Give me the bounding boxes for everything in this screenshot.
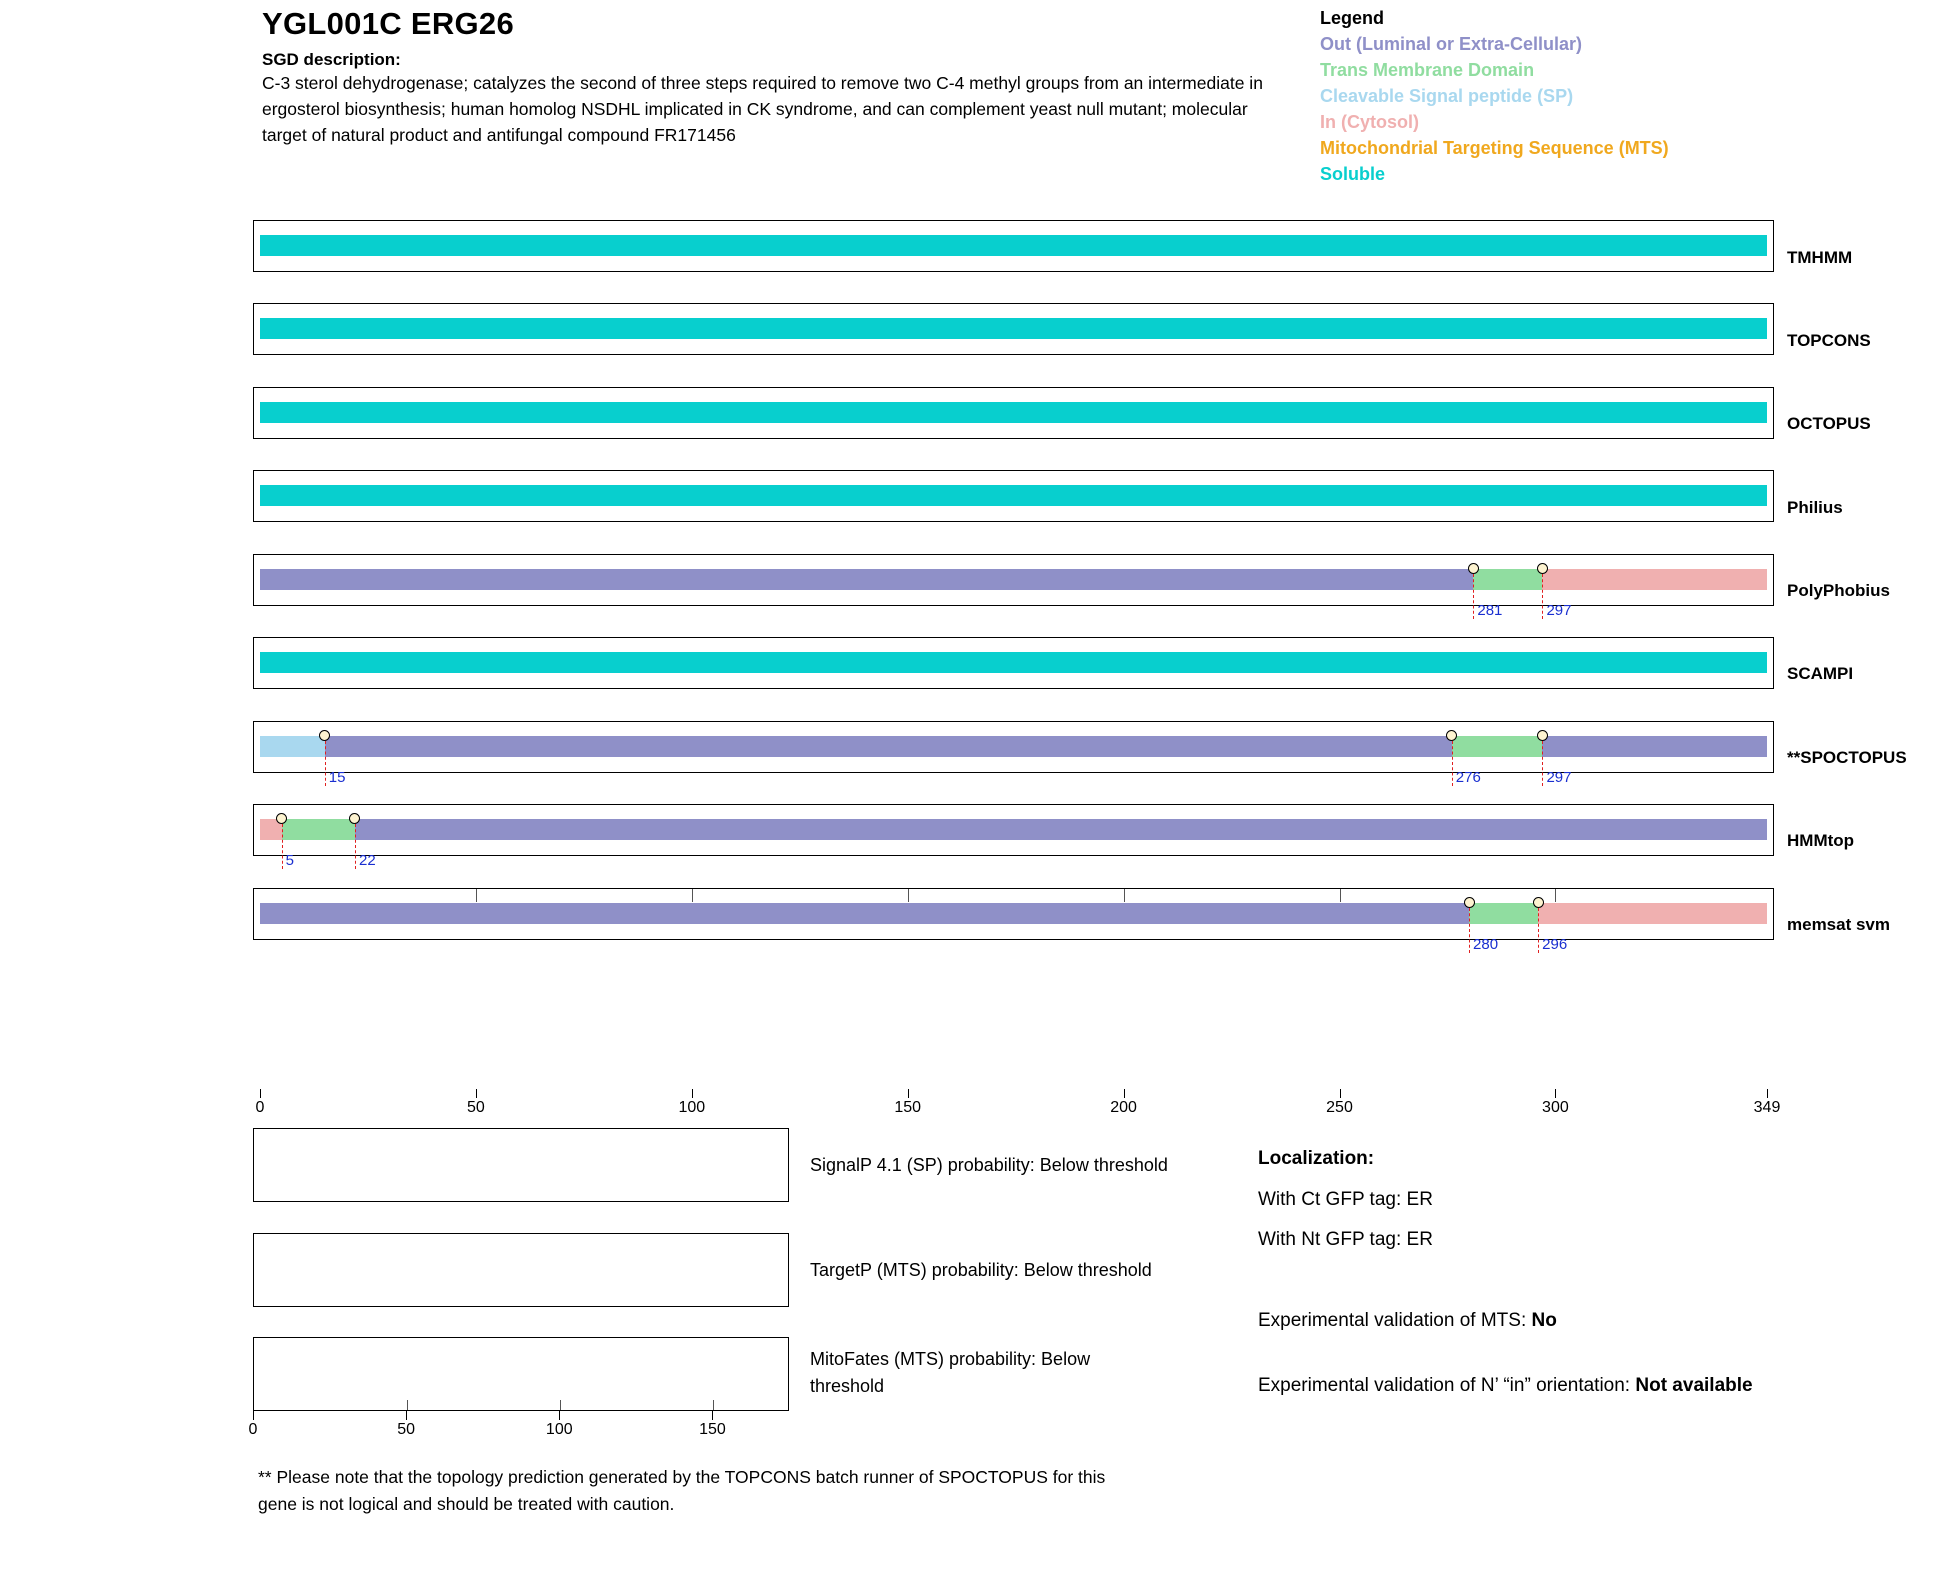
marker-dot-297 xyxy=(1537,563,1548,574)
marker-label-5: 5 xyxy=(285,852,294,869)
axis-tick xyxy=(1767,1089,1768,1098)
axis-tick-label: 150 xyxy=(894,1099,922,1116)
page-title: YGL001C ERG26 xyxy=(262,6,515,41)
axis-tick xyxy=(260,1089,261,1098)
mitofates-axis-tick xyxy=(253,1411,254,1420)
segment-tm xyxy=(1469,903,1538,924)
axis-tick xyxy=(908,1089,909,1098)
marker-line-15 xyxy=(325,741,326,786)
marker-dot-280 xyxy=(1464,897,1475,908)
legend xyxy=(1320,5,1880,187)
segment-soluble xyxy=(260,235,1767,256)
targetp-plot-box xyxy=(253,1233,789,1307)
legend-item-mts: Mitochondrial Targeting Sequence (MTS) xyxy=(1320,138,1669,158)
segment-out xyxy=(260,569,1473,590)
segment-tm xyxy=(282,819,355,840)
axis-tick-label: 100 xyxy=(678,1099,706,1116)
axis-tick xyxy=(1340,1089,1341,1098)
mts-validation xyxy=(1258,1307,1878,1335)
mitofates-axis-tick xyxy=(712,1411,713,1420)
mts-validation-value: No xyxy=(1531,1310,1557,1331)
marker-label-297: 297 xyxy=(1546,602,1572,619)
axis-tick xyxy=(1124,1089,1125,1098)
segment-out xyxy=(355,819,1767,840)
marker-label-22: 22 xyxy=(358,852,376,869)
mitofates-inner-tick xyxy=(560,1400,561,1410)
track-label-PolyPhobius: PolyPhobius xyxy=(1787,581,1890,600)
marker-label-15: 15 xyxy=(328,769,346,786)
marker-line-5 xyxy=(282,824,283,869)
track-label-TOPCONS: TOPCONS xyxy=(1787,331,1871,350)
track-label-OCTOPUS: OCTOPUS xyxy=(1787,414,1871,433)
marker-label-281: 281 xyxy=(1477,602,1503,619)
marker-line-281 xyxy=(1473,574,1474,619)
marker-label-276: 276 xyxy=(1455,769,1481,786)
segment-soluble xyxy=(260,652,1767,673)
mitofates-caption: MitoFates (MTS) probability: Below threshold xyxy=(810,1349,1091,1396)
axis-tick-label: 300 xyxy=(1542,1099,1569,1116)
localization-nt-gfp: With Nt GFP tag: ER xyxy=(1258,1229,1433,1250)
marker-line-296 xyxy=(1538,908,1539,953)
track-bar-TOPCONS xyxy=(260,318,1767,339)
track-bar-TMHMM xyxy=(260,235,1767,256)
track-label-memsat-svm: memsat svm xyxy=(1787,915,1891,934)
marker-dot-296 xyxy=(1533,897,1544,908)
marker-dot-281 xyxy=(1468,563,1479,574)
segment-tm xyxy=(1452,736,1543,757)
axis-tick-label: 349 xyxy=(1753,1099,1781,1116)
axis-tick xyxy=(1555,1089,1556,1098)
legend-title: Legend xyxy=(1320,8,1385,28)
signalp-plot-box xyxy=(253,1128,789,1202)
mitofates-plot-box xyxy=(253,1337,789,1411)
legend-item-sp: Cleavable Signal peptide (SP) xyxy=(1320,86,1574,106)
axis-tick xyxy=(476,1089,477,1098)
track-label-TMHMM: TMHMM xyxy=(1787,248,1853,267)
marker-line-22 xyxy=(355,824,356,869)
sgd-description-label: SGD description: xyxy=(262,50,401,69)
orientation-validation-label: Experimental validation of N’ “in” orientation: xyxy=(1258,1375,1636,1396)
axis-tick xyxy=(692,1089,693,1098)
mitofates-axis-tick-label: 100 xyxy=(545,1421,573,1438)
track-bar-SCAMPI xyxy=(260,652,1767,673)
track-bar-HMMtop xyxy=(260,819,1767,840)
segment-in xyxy=(1538,903,1767,924)
marker-dot-297 xyxy=(1537,730,1548,741)
memsat-inner-tick xyxy=(476,889,477,902)
track-label-SPOCTOPUS: **SPOCTOPUS xyxy=(1787,748,1907,767)
legend-item-tm: Trans Membrane Domain xyxy=(1320,60,1535,80)
legend-item-soluble: Soluble xyxy=(1320,164,1386,184)
segment-in xyxy=(1542,569,1767,590)
segment-soluble xyxy=(260,318,1767,339)
marker-line-297 xyxy=(1542,574,1543,619)
marker-label-296: 296 xyxy=(1542,936,1568,953)
memsat-inner-tick xyxy=(1340,889,1341,902)
segment-soluble xyxy=(260,402,1767,423)
memsat-inner-tick xyxy=(1555,889,1556,902)
legend-item-in: In (Cytosol) xyxy=(1320,112,1419,132)
marker-line-276 xyxy=(1452,741,1453,786)
segment-out xyxy=(325,736,1452,757)
marker-line-297 xyxy=(1542,741,1543,786)
mitofates-axis-tick xyxy=(406,1411,407,1420)
track-bar-Philius xyxy=(260,485,1767,506)
mts-validation-label: Experimental validation of MTS: xyxy=(1258,1310,1532,1331)
legend-item-out: Out (Luminal or Extra-Cellular) xyxy=(1320,34,1583,54)
memsat-inner-tick xyxy=(692,889,693,902)
segment-out xyxy=(260,903,1469,924)
axis-tick-label: 0 xyxy=(255,1099,265,1116)
localization-heading: Localization: xyxy=(1258,1148,1375,1169)
protein-axis xyxy=(255,1089,1781,1119)
marker-label-297: 297 xyxy=(1546,769,1572,786)
axis-tick-label: 200 xyxy=(1110,1099,1137,1116)
orientation-validation-value: Not available xyxy=(1635,1375,1753,1396)
mitofates-axis-tick-label: 50 xyxy=(397,1421,416,1438)
segment-tm xyxy=(1473,569,1542,590)
sgd-description-text: C-3 sterol dehydrogenase; catalyzes the second of three steps required to remove two C-4 methyl groups from an intermediate in ergosterol biosynthesis; human homolog NSDHL implicated in CK syndrome, and can complement yeast null mutant; molecular target of natural product and antifungal compound FR171456 xyxy=(262,73,1263,145)
mitofates-axis xyxy=(248,1411,789,1441)
orientation-validation xyxy=(1258,1372,1878,1400)
localization-ct-gfp: With Ct GFP tag: ER xyxy=(1258,1189,1433,1210)
axis-tick-label: 250 xyxy=(1326,1099,1353,1116)
marker-dot-5 xyxy=(276,813,287,824)
mitofates-inner-tick xyxy=(713,1400,714,1410)
mitofates-axis-tick-label: 150 xyxy=(699,1421,726,1438)
segment-sp xyxy=(260,736,325,757)
memsat-inner-tick xyxy=(908,889,909,902)
marker-line-280 xyxy=(1469,908,1470,953)
track-label-SCAMPI: SCAMPI xyxy=(1787,664,1854,683)
track-bar-OCTOPUS xyxy=(260,402,1767,423)
segment-out xyxy=(1542,736,1767,757)
track-label-Philius: Philius xyxy=(1787,498,1843,517)
signalp-caption: SignalP 4.1 (SP) probability: Below threshold xyxy=(810,1155,1168,1175)
track-label-HMMtop: HMMtop xyxy=(1787,831,1855,850)
footnote: ** Please note that the topology prediction generated by the TOPCONS batch runner of SPOCTOPUS for this gene is not logical and should be treated with caution. xyxy=(258,1467,1106,1514)
mitofates-inner-tick xyxy=(407,1400,408,1410)
memsat-inner-tick xyxy=(1124,889,1125,902)
mitofates-axis-tick-label: 0 xyxy=(248,1421,258,1438)
mitofates-axis-tick xyxy=(559,1411,560,1420)
marker-label-280: 280 xyxy=(1473,936,1499,953)
targetp-caption: TargetP (MTS) probability: Below threshold xyxy=(810,1260,1152,1280)
axis-tick-label: 50 xyxy=(466,1099,485,1116)
segment-soluble xyxy=(260,485,1767,506)
